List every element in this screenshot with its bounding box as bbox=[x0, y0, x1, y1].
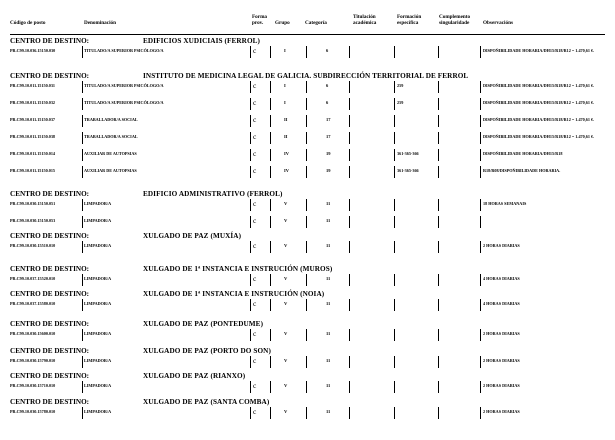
categoria-cell: 11 bbox=[326, 301, 331, 306]
posto-code-cell: PR.C99.10.011.15150.031 bbox=[10, 83, 56, 88]
column-divider bbox=[306, 216, 307, 228]
column-divider bbox=[82, 166, 83, 178]
section-label: CENTRO DE DESTINO: bbox=[10, 372, 90, 380]
posto-code-cell: PR.C99.10.037.15580.010 bbox=[10, 301, 56, 306]
column-divider bbox=[394, 166, 395, 178]
column-divider bbox=[394, 299, 395, 311]
column-divider bbox=[480, 81, 481, 93]
table-row bbox=[0, 299, 615, 311]
column-divider bbox=[250, 149, 251, 161]
column-divider bbox=[270, 216, 271, 228]
table-row bbox=[0, 81, 615, 93]
column-divider bbox=[82, 98, 83, 110]
observacions-cell: DISPOÑIBILIDADE HORARIA/DH15/R18/R12 = 1.470,61 €. bbox=[483, 100, 595, 105]
column-divider bbox=[306, 98, 307, 110]
forma-provision-cell: c bbox=[253, 274, 257, 283]
column-divider bbox=[270, 115, 271, 127]
denominacion-cell: AUXILIAR DE AUTOPSIAS bbox=[84, 151, 137, 156]
denominacion-cell: LIMPADOR/A bbox=[84, 276, 112, 281]
column-divider bbox=[349, 98, 350, 110]
section-name: XULGADO DE PAZ (PONTEDUME) bbox=[143, 320, 264, 328]
section-name: XULGADO DE PAZ (RIANXO) bbox=[143, 372, 246, 380]
column-divider bbox=[480, 46, 481, 58]
column-divider bbox=[82, 216, 83, 228]
column-divider bbox=[438, 274, 439, 286]
column-divider bbox=[306, 132, 307, 144]
column-divider bbox=[438, 149, 439, 161]
categoria-cell: 11 bbox=[326, 243, 331, 248]
header-codigo: Código de posto bbox=[10, 20, 46, 26]
column-divider bbox=[480, 166, 481, 178]
grupo-cell: II bbox=[284, 117, 288, 122]
categoria-cell: 6 bbox=[326, 48, 329, 53]
denominacion-cell: LIMPADOR/A bbox=[84, 201, 112, 206]
denominacion-cell: TRABALLADOR/A SOCIAL bbox=[84, 134, 138, 139]
column-divider bbox=[480, 381, 481, 393]
column-divider bbox=[349, 81, 350, 93]
column-divider bbox=[349, 216, 350, 228]
observacions-cell: R18/R08/DISPOÑIBILIDADE HORARIA. bbox=[483, 168, 561, 173]
header-titulacion-2: académica bbox=[353, 20, 377, 26]
column-divider bbox=[349, 132, 350, 144]
section-name: INSTITUTO DE MEDICINA LEGAL DE GALICIA. SUBDIRECCIÓN TERRITORIAL DE FERROL bbox=[143, 72, 469, 80]
grupo-cell: V bbox=[284, 331, 288, 336]
observacions-cell: 2 HORAS DIARIAS bbox=[483, 243, 520, 248]
section-name: XULGADO DE PAZ (PORTO DO SON) bbox=[143, 347, 271, 355]
section-label: CENTRO DE DESTINO: bbox=[10, 290, 90, 298]
table-row bbox=[0, 274, 615, 286]
observacions-cell: DISPOÑIBILIDADE HORARIA/DH15/R18/R12 = 1.470,61 €. bbox=[483, 48, 595, 53]
column-divider bbox=[438, 132, 439, 144]
table-row bbox=[0, 46, 615, 58]
column-divider bbox=[480, 132, 481, 144]
column-divider bbox=[250, 381, 251, 393]
grupo-cell: I bbox=[284, 48, 286, 53]
column-divider bbox=[349, 46, 350, 58]
column-divider bbox=[250, 46, 251, 58]
column-divider bbox=[270, 166, 271, 178]
table-row bbox=[0, 356, 615, 368]
column-divider bbox=[306, 166, 307, 178]
section-name: XULGADO DE PAZ (SANTA COMBA) bbox=[143, 398, 270, 406]
grupo-cell: V bbox=[284, 409, 288, 414]
forma-provision-cell: c bbox=[253, 115, 257, 124]
categoria-cell: 17 bbox=[326, 134, 331, 139]
column-divider bbox=[394, 407, 395, 419]
column-divider bbox=[394, 274, 395, 286]
column-divider bbox=[82, 381, 83, 393]
grupo-cell: II bbox=[284, 134, 288, 139]
forma-provision-cell: c bbox=[253, 216, 257, 225]
section-label: CENTRO DE DESTINO: bbox=[10, 232, 90, 240]
grupo-cell: I bbox=[284, 100, 286, 105]
denominacion-cell: LIMPADOR/A bbox=[84, 243, 112, 248]
posto-code-cell: PR.C99.10.011.15150.014 bbox=[10, 151, 56, 156]
forma-provision-cell: c bbox=[253, 166, 257, 175]
column-divider bbox=[270, 81, 271, 93]
column-divider bbox=[250, 299, 251, 311]
grupo-cell: IV bbox=[284, 151, 290, 156]
column-divider bbox=[349, 149, 350, 161]
section-label: CENTRO DE DESTINO: bbox=[10, 347, 90, 355]
posto-code-cell: PR.C99.10.030.15710.010 bbox=[10, 383, 56, 388]
column-divider bbox=[394, 329, 395, 341]
column-divider bbox=[349, 381, 350, 393]
column-divider bbox=[480, 115, 481, 127]
column-divider bbox=[394, 381, 395, 393]
column-divider bbox=[82, 407, 83, 419]
column-divider bbox=[250, 81, 251, 93]
column-divider bbox=[480, 216, 481, 228]
column-divider bbox=[438, 166, 439, 178]
section-name: EDIFICIOS XUDICIAIS (FERROL) bbox=[143, 37, 261, 45]
column-divider bbox=[306, 329, 307, 341]
column-divider bbox=[349, 356, 350, 368]
categoria-cell: 11 bbox=[326, 358, 331, 363]
section-label: CENTRO DE DESTINO: bbox=[10, 72, 90, 80]
column-divider bbox=[250, 356, 251, 368]
header-forma-1: Forma bbox=[252, 14, 267, 20]
column-divider bbox=[82, 299, 83, 311]
forma-provision-cell: c bbox=[253, 46, 257, 55]
section-label: CENTRO DE DESTINO: bbox=[10, 265, 90, 273]
observacions-cell: 2 HORAS DIARIAS bbox=[483, 383, 520, 388]
table-row bbox=[0, 115, 615, 127]
column-divider bbox=[270, 407, 271, 419]
grupo-cell: V bbox=[284, 383, 288, 388]
column-divider bbox=[270, 381, 271, 393]
column-divider bbox=[438, 98, 439, 110]
observacions-cell: DISPOÑIBILIDADE HORARIA/DH15/R18/R12 = 1.470,61 €. bbox=[483, 117, 595, 122]
observacions-cell: DISPOÑIBILIDADE HORARIA/DH15/R18/R12 = 1.470,61 €. bbox=[483, 83, 595, 88]
table-row bbox=[0, 216, 615, 228]
observacions-cell: 4 HORAS DIARIAS bbox=[483, 276, 520, 281]
posto-code-cell: PR.C99.10.030.15150.051 bbox=[10, 201, 56, 206]
forma-provision-cell: c bbox=[253, 241, 257, 250]
column-divider bbox=[438, 329, 439, 341]
categoria-cell: 11 bbox=[326, 383, 331, 388]
column-divider bbox=[306, 299, 307, 311]
column-divider bbox=[438, 356, 439, 368]
header-rule bbox=[10, 34, 605, 35]
column-divider bbox=[82, 274, 83, 286]
header-complemento-2: singularidade bbox=[439, 20, 470, 26]
header-formacion-1: Formación bbox=[397, 14, 422, 20]
column-divider bbox=[480, 241, 481, 253]
denominacion-cell: LIMPADOR/A bbox=[84, 409, 112, 414]
column-divider bbox=[270, 299, 271, 311]
column-divider bbox=[480, 329, 481, 341]
column-divider bbox=[306, 81, 307, 93]
header-titulacion-1: Titulación bbox=[353, 14, 376, 20]
column-divider bbox=[394, 98, 395, 110]
column-divider bbox=[250, 407, 251, 419]
column-divider bbox=[306, 199, 307, 211]
header-formacion-2: específica bbox=[397, 20, 419, 26]
table-row bbox=[0, 149, 615, 161]
column-divider bbox=[394, 81, 395, 93]
column-divider bbox=[250, 274, 251, 286]
grupo-cell: V bbox=[284, 201, 288, 206]
column-divider bbox=[306, 115, 307, 127]
denominacion-cell: TITULADO/A SUPERIOR PSICÓLOGO/A bbox=[84, 48, 164, 53]
column-divider bbox=[250, 216, 251, 228]
column-divider bbox=[82, 199, 83, 211]
posto-code-cell: PR.C99.10.036.15150.030 bbox=[10, 48, 56, 53]
denominacion-cell: LIMPADOR/A bbox=[84, 301, 112, 306]
column-divider bbox=[394, 149, 395, 161]
forma-provision-cell: c bbox=[253, 407, 257, 416]
categoria-cell: 6 bbox=[326, 83, 329, 88]
column-divider bbox=[82, 149, 83, 161]
forma-provision-cell: c bbox=[253, 299, 257, 308]
column-divider bbox=[349, 274, 350, 286]
column-divider bbox=[270, 241, 271, 253]
column-divider bbox=[306, 356, 307, 368]
table-row bbox=[0, 166, 615, 178]
column-divider bbox=[82, 356, 83, 368]
observacions-cell: DISPOÑIBILIDADE HORARIA/DH15/R18 bbox=[483, 151, 563, 156]
section-label: CENTRO DE DESTINO: bbox=[10, 190, 90, 198]
column-divider bbox=[349, 329, 350, 341]
table-row bbox=[0, 407, 615, 419]
column-divider bbox=[270, 46, 271, 58]
column-divider bbox=[438, 115, 439, 127]
column-divider bbox=[306, 381, 307, 393]
column-divider bbox=[270, 329, 271, 341]
column-divider bbox=[438, 199, 439, 211]
column-divider bbox=[306, 241, 307, 253]
formacion-especifica-cell: 361-365-366 bbox=[397, 168, 419, 173]
forma-provision-cell: c bbox=[253, 356, 257, 365]
forma-provision-cell: c bbox=[253, 149, 257, 158]
posto-code-cell: PR.C99.10.030.15600.010 bbox=[10, 331, 56, 336]
column-divider bbox=[270, 356, 271, 368]
grupo-cell: V bbox=[284, 276, 288, 281]
forma-provision-cell: c bbox=[253, 199, 257, 208]
column-divider bbox=[270, 132, 271, 144]
column-divider bbox=[270, 98, 271, 110]
observacions-cell: 2 HORAS DIARIAS bbox=[483, 331, 520, 336]
categoria-cell: 11 bbox=[326, 331, 331, 336]
column-divider bbox=[394, 241, 395, 253]
table-row bbox=[0, 381, 615, 393]
column-divider bbox=[438, 381, 439, 393]
column-divider bbox=[438, 46, 439, 58]
header-observacions: Observacións bbox=[483, 20, 513, 26]
column-divider bbox=[250, 241, 251, 253]
forma-provision-cell: c bbox=[253, 329, 257, 338]
column-divider bbox=[306, 149, 307, 161]
posto-code-cell: PR.C99.10.030.15780.010 bbox=[10, 409, 56, 414]
column-divider bbox=[438, 299, 439, 311]
categoria-cell: 11 bbox=[326, 276, 331, 281]
denominacion-cell: TITULADO/A SUPERIOR PSICÓLOGO/A bbox=[84, 100, 164, 105]
section-name: XULGADO DE PAZ (MUXÍA) bbox=[143, 232, 242, 240]
posto-code-cell: PR.C99.10.011.15150.037 bbox=[10, 117, 56, 122]
formacion-especifica-cell: 259 bbox=[397, 83, 404, 88]
posto-code-cell: PR.C99.10.030.15150.053 bbox=[10, 218, 56, 223]
grupo-cell: IV bbox=[284, 168, 290, 173]
grupo-cell: V bbox=[284, 358, 288, 363]
column-divider bbox=[438, 241, 439, 253]
column-divider bbox=[438, 216, 439, 228]
header-categoria: Categoría bbox=[305, 20, 327, 26]
categoria-cell: 11 bbox=[326, 201, 331, 206]
column-divider bbox=[438, 81, 439, 93]
column-divider bbox=[270, 199, 271, 211]
categoria-cell: 11 bbox=[326, 409, 331, 414]
column-divider bbox=[394, 46, 395, 58]
denominacion-cell: LIMPADOR/A bbox=[84, 218, 112, 223]
posto-code-cell: PR.C99.10.011.15150.015 bbox=[10, 168, 56, 173]
categoria-cell: 19 bbox=[326, 151, 331, 156]
column-divider bbox=[349, 299, 350, 311]
denominacion-cell: LIMPADOR/A bbox=[84, 331, 112, 336]
column-divider bbox=[480, 407, 481, 419]
column-divider bbox=[82, 329, 83, 341]
column-divider bbox=[480, 274, 481, 286]
table-row bbox=[0, 329, 615, 341]
posto-code-cell: PR.C99.10.011.15150.038 bbox=[10, 134, 56, 139]
header-forma-2: prov. bbox=[252, 20, 264, 26]
column-divider bbox=[480, 356, 481, 368]
forma-provision-cell: c bbox=[253, 381, 257, 390]
column-divider bbox=[270, 274, 271, 286]
denominacion-cell: TITULADO/A SUPERIOR PSICÓLOGO/A bbox=[84, 83, 164, 88]
column-divider bbox=[250, 115, 251, 127]
column-divider bbox=[82, 46, 83, 58]
column-divider bbox=[250, 329, 251, 341]
forma-provision-cell: c bbox=[253, 81, 257, 90]
formacion-especifica-cell: 361-365-366 bbox=[397, 151, 419, 156]
column-divider bbox=[438, 407, 439, 419]
table-row bbox=[0, 98, 615, 110]
column-divider bbox=[306, 274, 307, 286]
forma-provision-cell: c bbox=[253, 98, 257, 107]
denominacion-cell: LIMPADOR/A bbox=[84, 358, 112, 363]
observacions-cell: DISPOÑIBILIDADE HORARIA/DH15/R18/R12 = 1.470,61 €. bbox=[483, 134, 595, 139]
observacions-cell: 18 HORAS SEMANAIS bbox=[483, 201, 527, 206]
column-divider bbox=[250, 166, 251, 178]
grupo-cell: V bbox=[284, 218, 288, 223]
table-header bbox=[0, 13, 615, 35]
table-row bbox=[0, 241, 615, 253]
column-divider bbox=[250, 199, 251, 211]
posto-code-cell: PR.C99.10.011.15150.032 bbox=[10, 100, 56, 105]
column-divider bbox=[480, 299, 481, 311]
column-divider bbox=[306, 407, 307, 419]
column-divider bbox=[480, 149, 481, 161]
column-divider bbox=[394, 132, 395, 144]
column-divider bbox=[480, 98, 481, 110]
section-label: CENTRO DE DESTINO: bbox=[10, 320, 90, 328]
observacions-cell: 2 HORAS DIARIAS bbox=[483, 358, 520, 363]
header-denominacion: Denominación bbox=[84, 20, 116, 26]
section-label: CENTRO DE DESTINO: bbox=[10, 398, 90, 406]
column-divider bbox=[349, 199, 350, 211]
column-divider bbox=[82, 132, 83, 144]
column-divider bbox=[394, 199, 395, 211]
column-divider bbox=[82, 241, 83, 253]
column-divider bbox=[349, 407, 350, 419]
section-label: CENTRO DE DESTINO: bbox=[10, 37, 90, 45]
column-divider bbox=[82, 115, 83, 127]
column-divider bbox=[480, 199, 481, 211]
posto-code-cell: PR.C99.10.030.15510.010 bbox=[10, 243, 56, 248]
grupo-cell: V bbox=[284, 301, 288, 306]
categoria-cell: 11 bbox=[326, 218, 331, 223]
denominacion-cell: AUXILIAR DE AUTOPSIAS bbox=[84, 168, 137, 173]
column-divider bbox=[349, 166, 350, 178]
grupo-cell: I bbox=[284, 83, 286, 88]
posto-code-cell: PR.C99.10.037.15520.010 bbox=[10, 276, 56, 281]
categoria-cell: 19 bbox=[326, 168, 331, 173]
column-divider bbox=[270, 149, 271, 161]
section-name: EDIFICIO ADMINISTRATIVO (FERROL) bbox=[143, 190, 283, 198]
formacion-especifica-cell: 259 bbox=[397, 100, 404, 105]
categoria-cell: 6 bbox=[326, 100, 329, 105]
observacions-cell: 4 HORAS DIARIAS bbox=[483, 301, 520, 306]
column-divider bbox=[82, 81, 83, 93]
forma-provision-cell: c bbox=[253, 132, 257, 141]
denominacion-cell: TRABALLADOR/A SOCIAL bbox=[84, 117, 138, 122]
column-divider bbox=[250, 132, 251, 144]
column-divider bbox=[349, 241, 350, 253]
column-divider bbox=[349, 115, 350, 127]
header-grupo: Grupo bbox=[275, 20, 290, 26]
column-divider bbox=[250, 98, 251, 110]
grupo-cell: V bbox=[284, 243, 288, 248]
column-divider bbox=[394, 216, 395, 228]
table-row bbox=[0, 132, 615, 144]
posto-code-cell: PR.C99.10.030.15790.010 bbox=[10, 358, 56, 363]
table-row bbox=[0, 199, 615, 211]
column-divider bbox=[306, 46, 307, 58]
section-name: XULGADO DE 1ª INSTANCIA E INSTRUCIÓN (MUROS) bbox=[143, 265, 333, 273]
categoria-cell: 17 bbox=[326, 117, 331, 122]
header-complemento-1: Complemento bbox=[439, 14, 471, 20]
column-divider bbox=[394, 356, 395, 368]
column-divider bbox=[394, 115, 395, 127]
denominacion-cell: LIMPADOR/A bbox=[84, 383, 112, 388]
observacions-cell: 2 HORAS DIARIAS bbox=[483, 409, 520, 414]
section-name: XULGADO DE 1ª INSTANCIA E INSTRUCIÓN (NOIA) bbox=[143, 290, 325, 298]
